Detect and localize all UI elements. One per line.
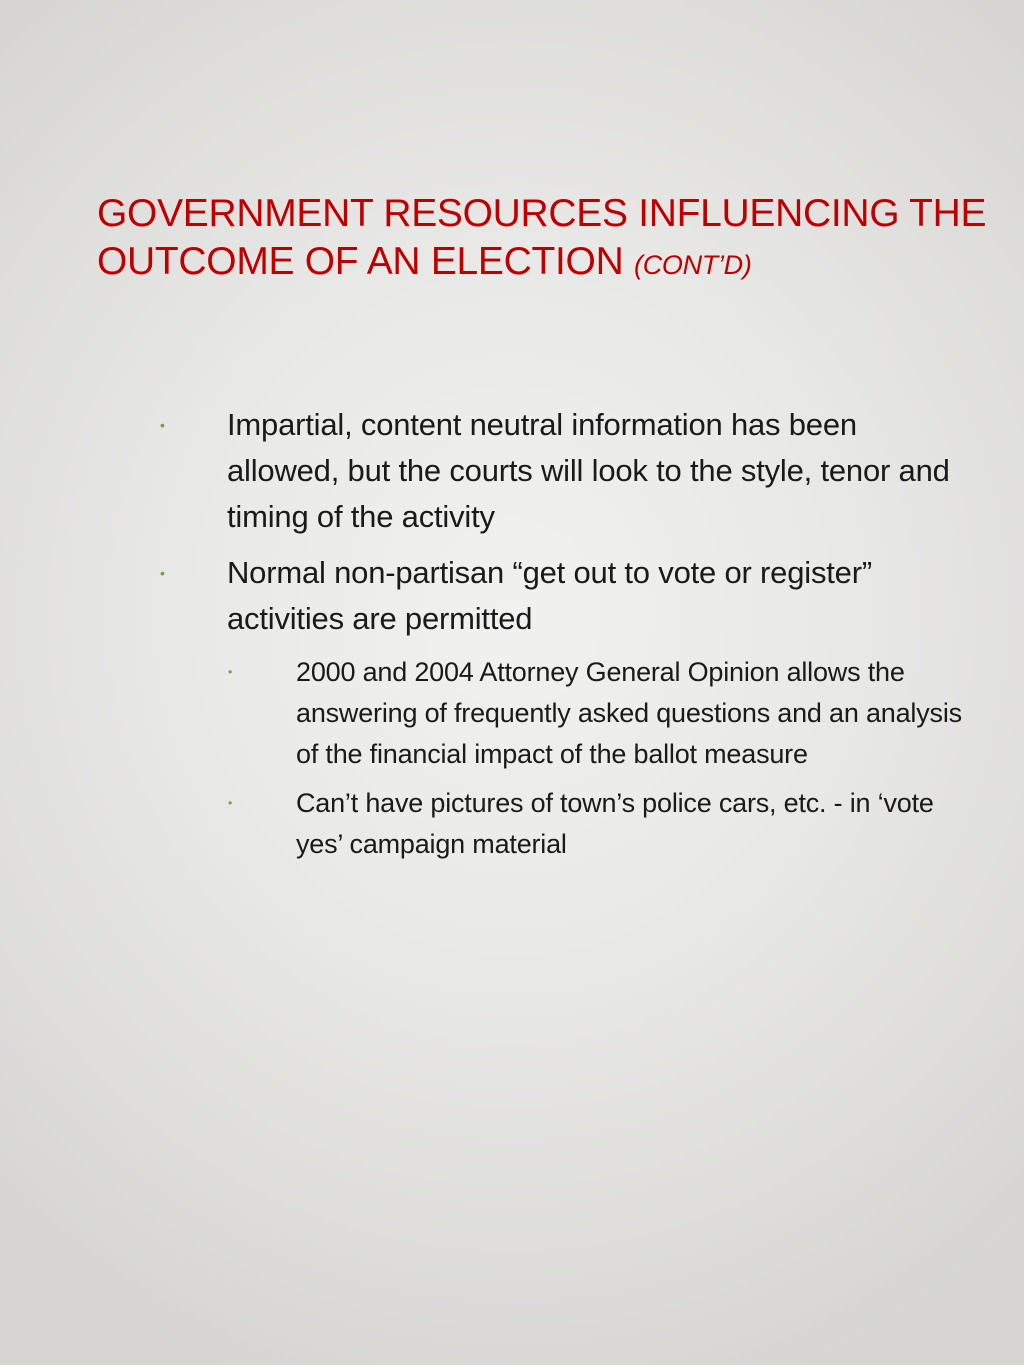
sub-bullet-item [0,652,1024,775]
bullet-dot-icon: • [228,796,233,810]
sub-bullet-item [0,783,1024,865]
sub-bullet-text: 2000 and 2004 Attorney General Opinion allows the answering of frequently asked questions and an analysis of the financial impact of the ballot measure [296,657,962,769]
slide-title-main: GOVERNMENT RESOURCES INFLUENCING THE OUTCOME OF AN ELECTION [97,192,987,283]
bullet-text: Impartial, content neutral information has been allowed, but the courts will look to the style, tenor and timing of the activity [227,407,950,534]
slide-title [97,190,997,289]
bullet-dot-icon: • [228,665,233,679]
bullet-item [0,402,1024,540]
slide-title-suffix: (CONT’D) [634,250,752,280]
bullet-item [0,550,1024,642]
bullet-dot-icon: • [160,417,165,433]
bullet-dot-icon: • [160,565,165,581]
bullet-text: Normal non-partisan “get out to vote or register” activities are permitted [227,555,872,636]
bullet-list [0,402,1024,873]
sub-bullet-text: Can’t have pictures of town’s police cars, etc. - in ‘vote yes’ campaign material [296,788,934,859]
